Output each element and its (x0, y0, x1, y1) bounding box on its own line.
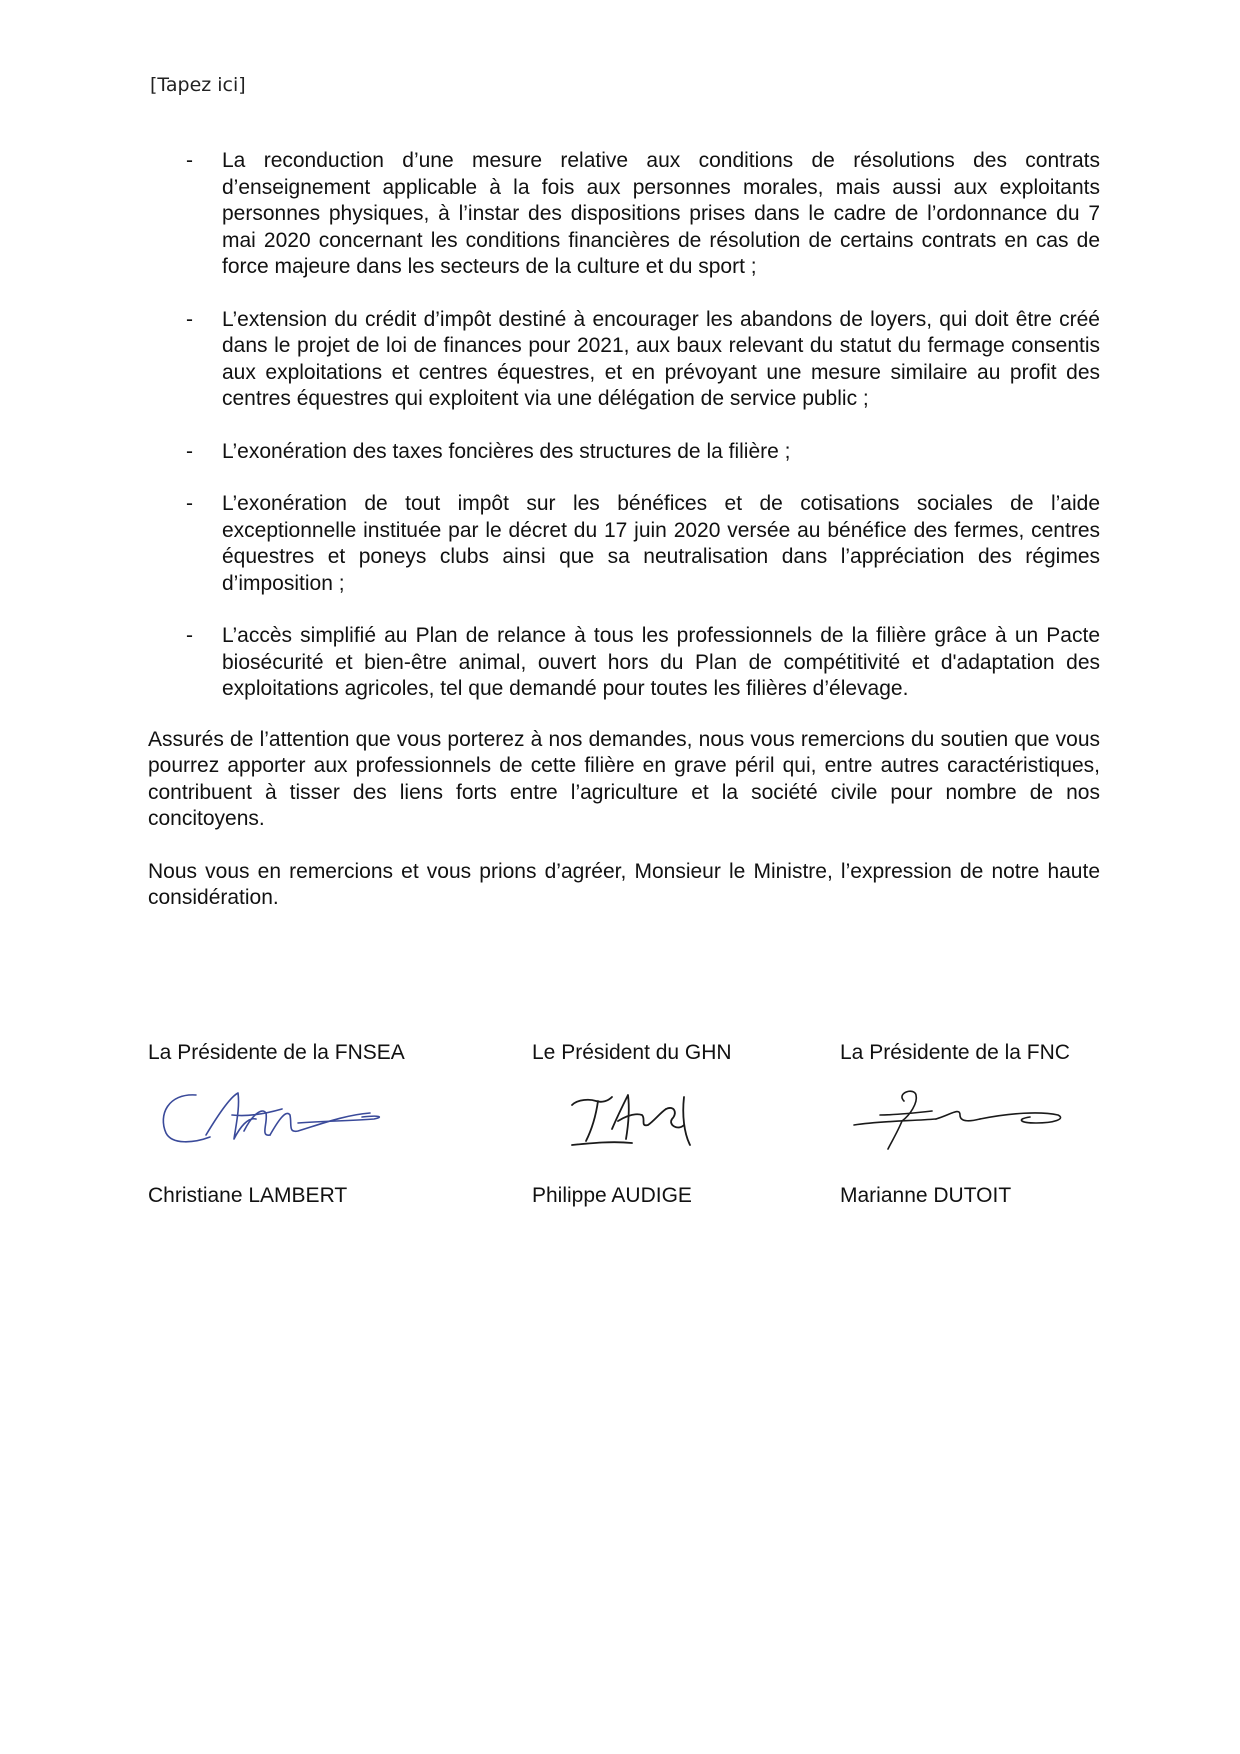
bullet-dash: - (186, 149, 193, 172)
bullet-dash: - (186, 439, 193, 463)
signatory-fnc (840, 1041, 1160, 1207)
bullet-dash: - (186, 307, 193, 331)
bullet-dash: - (186, 492, 193, 515)
signature-dutoit-strokes (854, 1091, 1061, 1149)
demands-list (148, 148, 1100, 703)
signature-lambert-image (148, 1085, 408, 1155)
signatory-fnsea (148, 1041, 468, 1207)
signature-audige-strokes (572, 1095, 690, 1145)
list-item (148, 148, 1100, 281)
signatory-ghn (532, 1041, 852, 1207)
list-item-text: L’accès simplifié au Plan de relance à tous les professionnels de la filière grâce à un Pacte biosécurité et bien-être animal, ouvert hors du Plan de compétitivité et d'adaptation des exploitations agricoles, tel que demandé pour toutes les filières d’élevage. (222, 624, 1100, 700)
signatory-name: Philippe AUDIGE (532, 1184, 692, 1207)
list-item (148, 307, 1100, 413)
signatory-title: La Présidente de la FNC (840, 1041, 1070, 1064)
list-item-text: L’exonération de tout impôt sur les bénéfices et de cotisations sociales de l’aide exceptionnelle instituée par le décret du 17 juin 2020 versée au bénéfice des fermes, centres équestres et poneys clubs ainsi que sa neutralisation dans l’appréciation des régimes d’imposition ; (222, 492, 1100, 595)
header-placeholder: [Tapez ici] (150, 74, 246, 96)
signature-block (148, 1041, 1108, 1231)
list-item (148, 623, 1100, 703)
list-item (148, 491, 1100, 597)
signature-dutoit-image (840, 1085, 1080, 1157)
bullet-dash: - (186, 624, 193, 647)
signatory-name: Marianne DUTOIT (840, 1184, 1012, 1207)
list-item-text: L’extension du crédit d’impôt destiné à encourager les abandons de loyers, qui doit être créé dans le projet de loi de finances pour 2021, aux baux relevant du statut du fermage consentis aux exploitations et centres équestres, et en prévoyant une mesure similaire au profit des centres équestres qui exploitent via une délégation de service public ; (222, 307, 1100, 410)
list-item-text: L’exonération des taxes foncières des structures de la filière ; (222, 439, 791, 463)
closing-paragraph: Assurés de l’attention que vous porterez à nos demandes, nous vous remercions du soutien que vous pourrez apporter aux professionnels de cette filière en grave péril qui, entre autres caractéristiques, contribuent à tisser des liens forts entre l’agriculture et la société civile pour nombre de nos concitoyens. (148, 727, 1100, 830)
signatory-name: Christiane LAMBERT (148, 1184, 348, 1207)
signatory-title: Le Président du GHN (532, 1041, 732, 1064)
list-item (148, 439, 1100, 466)
signature-audige-image (532, 1085, 732, 1157)
signatory-title: La Présidente de la FNSEA (148, 1041, 405, 1064)
letter-body (148, 148, 1100, 938)
list-item-text: La reconduction d’une mesure relative aux conditions de résolutions des contrats d’enseignement applicable à la fois aux personnes morales, mais aussi aux exploitants personnes physiques, à l’instar des dispositions prises dans le cadre de l’ordonnance du 7 mai 2020 concernant les conditions financières de résolution de certains contrats en cas de force majeure dans les secteurs de la culture et du sport ; (222, 149, 1100, 278)
salutation-paragraph: Nous vous en remercions et vous prions d’agréer, Monsieur le Ministre, l’expression de notre haute considération. (148, 859, 1100, 909)
signature-lambert-strokes (163, 1093, 379, 1142)
